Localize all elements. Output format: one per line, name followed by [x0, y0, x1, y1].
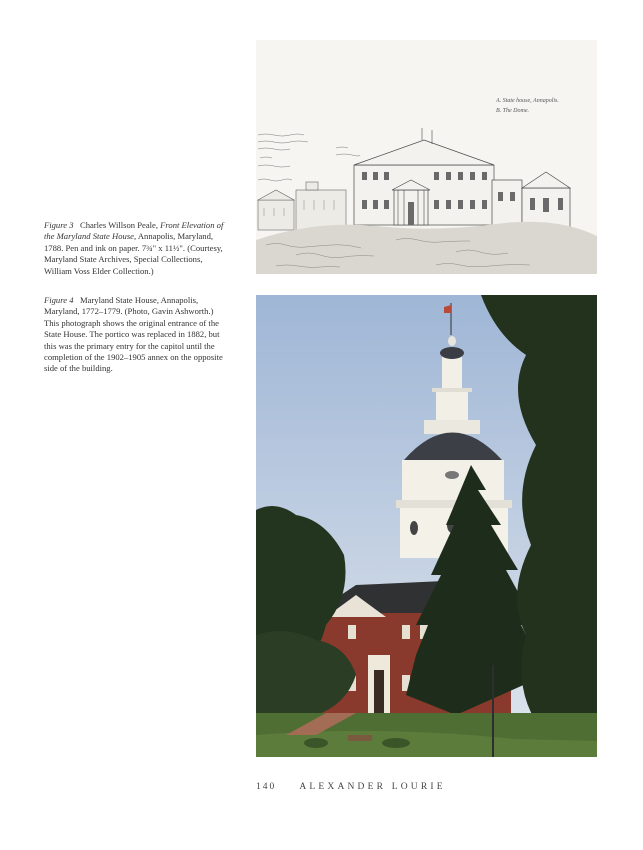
figure-4-photograph [256, 295, 597, 757]
figure-4-label: Figure 4 [44, 295, 74, 305]
figure-4-caption [44, 295, 230, 375]
figure-3-caption [44, 220, 230, 277]
figure-3-sketch [256, 40, 597, 274]
figure-3-title: Front Elevation of the Maryland State House, [44, 220, 224, 242]
sketch-note-b: B. The Dome. [496, 108, 529, 114]
page-footer [256, 782, 597, 792]
running-author: ALEXANDER LOURIE [299, 782, 446, 792]
figure-3-label: Figure 3 [44, 220, 74, 230]
page-number: 140 [256, 782, 277, 792]
figure-3-author: Charles Willson Peale, [79, 220, 158, 230]
figure-4-text: Maryland State House, Annapolis, Maryland, 1772–1779. (Photo, Gavin Ashworth.) This photograph shows the original entrance of the State House. The portico was replaced in 1882, but this was the primary entry for the capitol until the completion of the 1902–1905 annex on the opposite side of the building. [44, 295, 223, 374]
sketch-note-a: A. State house, Annapolis. [496, 98, 559, 104]
figure-3-details: Annapolis, Maryland, 1788. Pen and ink on paper. 7¾" x 11½". (Courtesy, Maryland State Archives, Special Collections, William Voss Elder Collection.) [44, 231, 223, 276]
state-house-sketch-drawing [256, 40, 597, 274]
state-house-photo [256, 295, 597, 757]
